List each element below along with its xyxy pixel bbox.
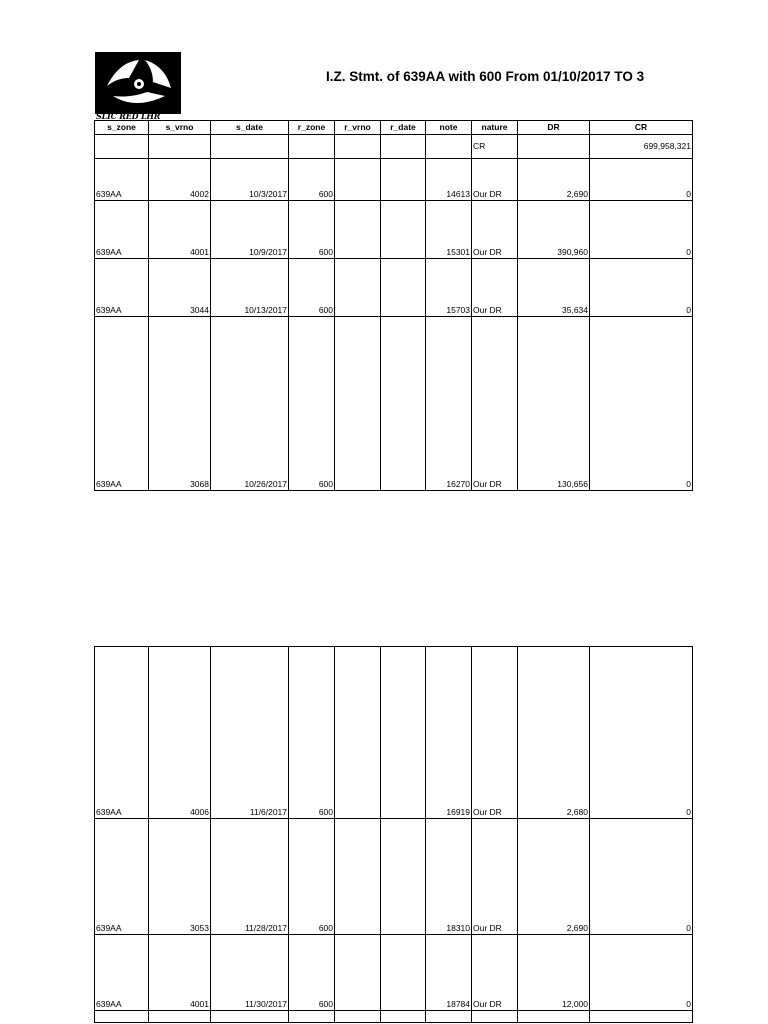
table-row	[95, 159, 693, 201]
cell-s-vrno: 4002	[149, 159, 211, 201]
cell-s-date: 10/26/2017	[211, 317, 289, 491]
cell-s-date: 10/13/2017	[211, 259, 289, 317]
cell-r-date	[381, 819, 426, 935]
cell-r-date	[381, 935, 426, 1011]
table-row	[95, 647, 693, 819]
header-row	[95, 121, 693, 135]
logo-emblem-icon	[95, 52, 181, 114]
cell-r-zone: 600	[289, 259, 335, 317]
cell-nature: Our DR	[472, 201, 518, 259]
cell-r-vrno	[335, 317, 381, 491]
cell-s-zone: 639AA	[95, 159, 149, 201]
cell-dr: 2,690	[518, 819, 590, 935]
cell-note: 14613	[426, 159, 472, 201]
opening-cr: 699,958,321	[590, 135, 693, 159]
cell-s-zone: 639AA	[95, 935, 149, 1011]
page-title: I.Z. Stmt. of 639AA with 600 From 01/10/2017 TO 3	[326, 69, 645, 84]
cell-s-vrno: 4001	[149, 201, 211, 259]
cell-nature: Our DR	[472, 935, 518, 1011]
cell-dr: 130,656	[518, 317, 590, 491]
table-row	[95, 317, 693, 491]
cell-r-vrno	[335, 159, 381, 201]
cell-note: 18784	[426, 935, 472, 1011]
col-header: s_vrno	[149, 121, 211, 135]
cell-r-date	[381, 317, 426, 491]
cell-r-vrno	[335, 647, 381, 819]
col-header: CR	[590, 121, 693, 135]
cell-s-zone: 639AA	[95, 259, 149, 317]
cell-s-vrno: 4001	[149, 935, 211, 1011]
cell-s-vrno: 3068	[149, 317, 211, 491]
cell-s-zone: 639AA	[95, 647, 149, 819]
company-logo	[95, 52, 181, 114]
cell-note: 16919	[426, 647, 472, 819]
cell-r-vrno	[335, 819, 381, 935]
cell-nature: Our DR	[472, 647, 518, 819]
cell-s-zone: 639AA	[95, 317, 149, 491]
col-header: s_date	[211, 121, 289, 135]
cell-r-zone: 600	[289, 201, 335, 259]
cell-note: 15301	[426, 201, 472, 259]
cell-r-date	[381, 647, 426, 819]
cell-r-vrno	[335, 935, 381, 1011]
cell-s-vrno: 3053	[149, 819, 211, 935]
cell-r-date	[381, 201, 426, 259]
cell-nature: Our DR	[472, 819, 518, 935]
cell-r-date	[381, 259, 426, 317]
cell-s-zone: 639AA	[95, 201, 149, 259]
cell-dr: 12,000	[518, 935, 590, 1011]
col-header: nature	[472, 121, 518, 135]
cell-dr: 2,690	[518, 159, 590, 201]
cell-r-date	[381, 159, 426, 201]
cell-note: 16270	[426, 317, 472, 491]
cell-r-zone: 600	[289, 647, 335, 819]
cell-nature: Our DR	[472, 159, 518, 201]
cell-s-date: 11/6/2017	[211, 647, 289, 819]
statement-table-page-2	[94, 646, 693, 1023]
cell-s-date: 11/30/2017	[211, 935, 289, 1011]
cell-cr: 0	[590, 647, 693, 819]
table-row	[95, 201, 693, 259]
cell-cr: 0	[590, 201, 693, 259]
cell-note: 15703	[426, 259, 472, 317]
cell-cr: 0	[590, 317, 693, 491]
cell-cr: 0	[590, 259, 693, 317]
cell-r-vrno	[335, 259, 381, 317]
table-row	[95, 935, 693, 1011]
cell-r-vrno	[335, 201, 381, 259]
cell-dr: 2,680	[518, 647, 590, 819]
cell-s-date: 11/28/2017	[211, 819, 289, 935]
logo-caption: SLIC RED LHR	[96, 111, 161, 121]
cell-nature: Our DR	[472, 317, 518, 491]
cell-s-zone: 639AA	[95, 819, 149, 935]
col-header: DR	[518, 121, 590, 135]
opening-balance-row	[95, 135, 693, 159]
col-header: note	[426, 121, 472, 135]
col-header: r_zone	[289, 121, 335, 135]
cell-r-zone: 600	[289, 159, 335, 201]
cell-s-vrno: 3044	[149, 259, 211, 317]
cell-s-vrno: 4006	[149, 647, 211, 819]
cell-dr: 35,634	[518, 259, 590, 317]
cell-r-zone: 600	[289, 819, 335, 935]
cell-nature: Our DR	[472, 259, 518, 317]
col-header: s_zone	[95, 121, 149, 135]
col-header: r_vrno	[335, 121, 381, 135]
cell-cr: 0	[590, 819, 693, 935]
cell-cr: 0	[590, 935, 693, 1011]
cell-note: 18310	[426, 819, 472, 935]
table-row	[95, 819, 693, 935]
col-header: r_date	[381, 121, 426, 135]
cell-r-zone: 600	[289, 317, 335, 491]
table-row	[95, 259, 693, 317]
cell-s-date: 10/3/2017	[211, 159, 289, 201]
cell-r-zone: 600	[289, 935, 335, 1011]
table-row-partial	[95, 1011, 693, 1023]
cell-dr: 390,960	[518, 201, 590, 259]
opening-nature: CR	[472, 135, 518, 159]
cell-s-date: 10/9/2017	[211, 201, 289, 259]
statement-table-page-1	[94, 120, 693, 491]
cell-cr: 0	[590, 159, 693, 201]
